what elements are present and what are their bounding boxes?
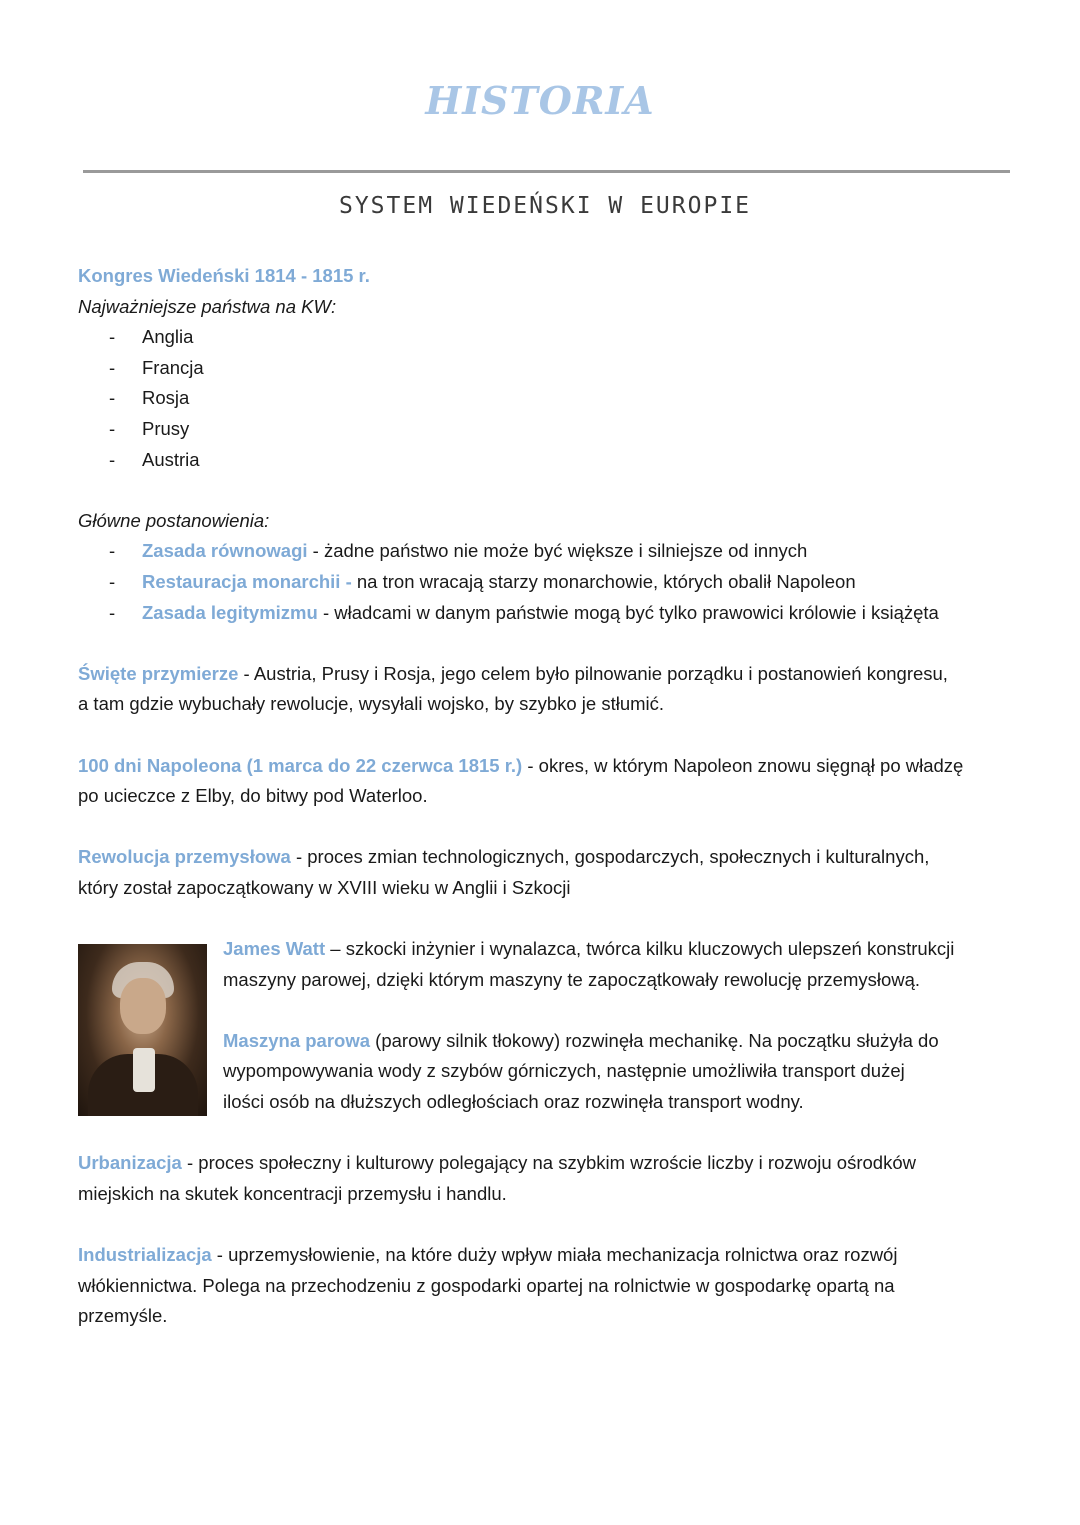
list-item: - Francja [109,356,204,378]
james-watt-portrait [78,944,207,1116]
industrialization-paragraph-cont: przemyśle. [78,1305,168,1327]
horizontal-rule [83,170,1010,173]
urbanization-paragraph: Urbanizacja - proces społeczny i kulturowy polegający na szybkim wzroście liczby i rozwoju ośrodków [78,1152,916,1174]
page-subtitle: SYSTEM WIEDEŃSKI W EUROPIE [338,193,752,219]
james-watt-text [223,934,1018,1118]
list-item: - Restauracja monarchii - na tron wracają starzy monarchowie, których obalił Napoleon [109,570,856,592]
states-list [78,322,1018,475]
list-item: - Austria [109,448,200,470]
content-body [78,261,1018,1332]
industrialization-paragraph: Industrializacja - uprzemysłowienie, na które duży wpływ miała mechanizacja rolnictwa oraz rozwój [78,1244,898,1265]
list-item: - Zasada legitymizmu - władcami w danym państwie mogą być tylko prawowici królowie i książęta [109,601,939,623]
decisions-label: Główne postanowienia: [78,509,270,531]
industrial-revolution-paragraph: Rewolucja przemysłowa - proces zmian technologicznych, gospodarczych, społecznych i kulturalnych, [78,846,930,868]
states-label: Najważniejsze państwa na KW: [78,295,337,317]
industrialization-paragraph-cont: włókiennictwa. Polega na przechodzeniu z gospodarki opartej na rolnictwie w gospodarkę opartą na [78,1274,895,1296]
hundred-days-paragraph-cont: po ucieczce z Elby, do bitwy pod Waterloo. [78,785,428,807]
list-item: - Zasada równowagi - żadne państwo nie może być większe i silniejsze od innych [109,540,808,562]
page-title: HISTORIA [425,78,655,123]
urbanization-paragraph-cont: miejskich na skutek koncentracji przemysłu i handlu. [78,1182,507,1204]
congress-heading: Kongres Wiedeński 1814 - 1815 r. [78,265,370,286]
steam-engine-paragraph-cont: wypompowywania wody z szybów górniczych, następnie umożliwiła transport dużej [223,1060,905,1082]
steam-engine-paragraph-cont: ilości osób na dłuższych odległościach oraz rozwinęła transport wodny. [223,1091,804,1113]
list-item: - Anglia [109,326,194,348]
hundred-days-paragraph: 100 dni Napoleona (1 marca do 22 czerwca 1815 r.) - okres, w którym Napoleon znowu sięgnął po władzę [78,754,964,776]
steam-engine-paragraph: Maszyna parowa (parowy silnik tłokowy) rozwinęła mechanikę. Na początku służyła do [223,1029,939,1051]
holy-alliance-paragraph-cont: a tam gdzie wybuchały rewolucje, wysyłali wojsko, by szybko je stłumić. [78,693,665,715]
decisions-list [78,536,1018,628]
list-item: - Rosja [109,387,190,409]
industrial-revolution-paragraph-cont: który został zapoczątkowany w XVIII wieku w Anglii i Szkocji [78,876,571,898]
james-watt-paragraph-cont: maszyny parowej, dzięki którym maszyny te zapoczątkowały rewolucję przemysłową. [223,968,921,990]
james-watt-section [78,934,1018,1118]
james-watt-paragraph: James Watt – szkocki inżynier i wynalazca, twórca kilku kluczowych ulepszeń konstrukcji [223,938,955,960]
holy-alliance-paragraph: Święte przymierze - Austria, Prusy i Rosja, jego celem było pilnowanie porządku i postanowień kongresu, [78,662,948,684]
list-item: - Prusy [109,417,190,439]
